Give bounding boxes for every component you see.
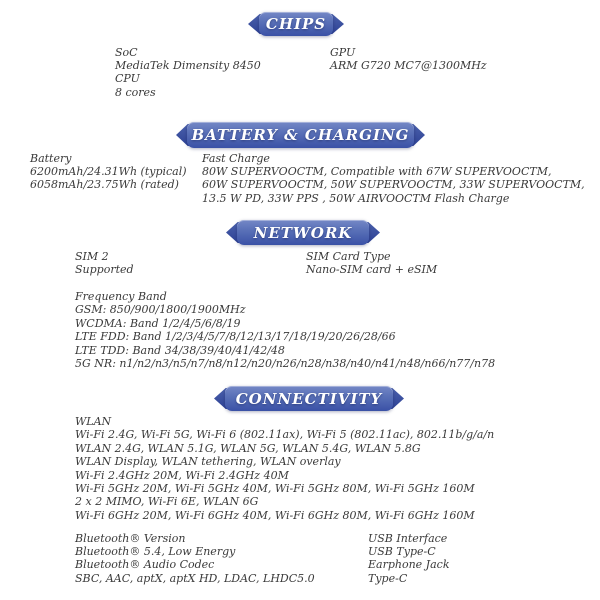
- fast-charge-label: Fast Charge: [202, 152, 270, 165]
- gpu-label: GPU: [330, 46, 356, 59]
- cpu-value: 8 cores: [115, 85, 156, 99]
- fast-charge-line-1: 80W SUPERVOOCTM, Compatible with 67W SUPERVOOCTM,: [202, 165, 552, 179]
- wlan-label: WLAN: [75, 415, 112, 428]
- battery-typical-value: 6200mAh/24.31Wh (typical): [30, 165, 187, 179]
- freq-lte-fdd-value: LTE FDD: Band 1/2/3/4/5/7/8/12/13/17/18/19/20/26/28/66: [75, 330, 396, 344]
- freq-lte-tdd-value: LTE TDD: Band 34/38/39/40/41/42/48: [75, 343, 285, 357]
- frequency-band-block: [75, 290, 495, 370]
- bluetooth-codec-label: Bluetooth® Audio Codec: [75, 558, 215, 572]
- section-title-battery: BATTERY & CHARGING: [191, 126, 410, 144]
- sim2-label: SIM 2: [75, 250, 109, 263]
- network-left-column: [75, 250, 134, 276]
- wlan-line-7: Wi-Fi 6GHz 20M, Wi-Fi 6GHz 40M, Wi-Fi 6GHz 80M, Wi-Fi 6GHz 160M: [75, 508, 475, 522]
- wlan-line-2: WLAN 2.4G, WLAN 5.1G, WLAN 5G, WLAN 5.4G, WLAN 5.8G: [75, 441, 421, 455]
- ribbon-body: [225, 386, 393, 411]
- freq-wcdma-value: WCDMA: Band 1/2/4/5/6/8/19: [75, 316, 241, 330]
- wlan-line-1: Wi-Fi 2.4G, Wi-Fi 5G, Wi-Fi 6 (802.11ax), Wi-Fi 5 (802.11ac), 802.11b/g/a/n: [75, 428, 495, 442]
- bluetooth-version-label: Bluetooth® Version: [75, 532, 186, 545]
- soc-value: MediaTek Dimensity 8450: [115, 59, 261, 73]
- freq-gsm-value: GSM: 850/900/1800/1900MHz: [75, 303, 246, 317]
- earphone-jack-label: Earphone Jack: [368, 558, 450, 572]
- frequency-band-label: Frequency Band: [75, 290, 167, 303]
- section-banner-connectivity: [214, 386, 404, 411]
- wlan-line-4: Wi-Fi 2.4GHz 20M, Wi-Fi 2.4GHz 40M: [75, 468, 289, 482]
- fast-charge-line-3: 13.5 W PD, 33W PPS , 50W AIRVOOCTM Flash Charge: [202, 191, 510, 205]
- ribbon-body: [237, 220, 369, 245]
- section-title-chips: CHIPS: [265, 15, 327, 33]
- usb-column: [368, 532, 449, 585]
- battery-left-column: [30, 152, 187, 192]
- network-right-column: [306, 250, 437, 276]
- section-banner-battery: [176, 122, 425, 148]
- ribbon-body: [187, 122, 414, 148]
- section-title-connectivity: CONNECTIVITY: [235, 389, 383, 408]
- usb-interface-label: USB Interface: [368, 532, 448, 545]
- fast-charge-line-2: 60W SUPERVOOCTM, 50W SUPERVOOCTM, 33W SUPERVOOCTM,: [202, 178, 585, 192]
- section-banner-chips: [248, 12, 344, 36]
- wlan-line-5: Wi-Fi 5GHz 20M, Wi-Fi 5GHz 40M, Wi-Fi 5GHz 80M, Wi-Fi 5GHz 160M: [75, 482, 475, 496]
- battery-label: Battery: [30, 152, 72, 165]
- wlan-line-3: WLAN Display, WLAN tethering, WLAN overlay: [75, 455, 341, 469]
- sim-card-type-label: SIM Card Type: [306, 250, 391, 263]
- bluetooth-version-value: Bluetooth® 5.4, Low Energy: [75, 545, 236, 559]
- chips-right-column: [330, 46, 487, 72]
- chips-left-column: [115, 46, 261, 99]
- wlan-line-6: 2 x 2 MIMO, Wi-Fi 6E, WLAN 6G: [75, 495, 259, 509]
- battery-right-column: [202, 152, 585, 205]
- ribbon-body: [259, 12, 333, 36]
- gpu-value: ARM G720 MC7@1300MHz: [330, 59, 487, 73]
- battery-rated-value: 6058mAh/23.75Wh (rated): [30, 178, 179, 192]
- sim-card-type-value: Nano-SIM card + eSIM: [306, 263, 438, 277]
- wlan-block: [75, 415, 494, 522]
- bluetooth-codec-value: SBC, AAC, aptX, aptX HD, LDAC, LHDC5.0: [75, 571, 315, 585]
- section-banner-network: [226, 220, 380, 245]
- section-title-network: NETWORK: [253, 223, 353, 242]
- bluetooth-column: [75, 532, 315, 585]
- freq-5g-nr-value: 5G NR: n1/n2/n3/n5/n7/n8/n12/n20/n26/n28/n38/n40/n41/n48/n66/n77/n78: [75, 357, 496, 371]
- cpu-label: CPU: [115, 72, 140, 86]
- sim2-value: Supported: [75, 263, 134, 277]
- soc-label: SoC: [115, 46, 138, 59]
- earphone-jack-value: Type-C: [368, 571, 408, 585]
- usb-interface-value: USB Type-C: [368, 545, 436, 559]
